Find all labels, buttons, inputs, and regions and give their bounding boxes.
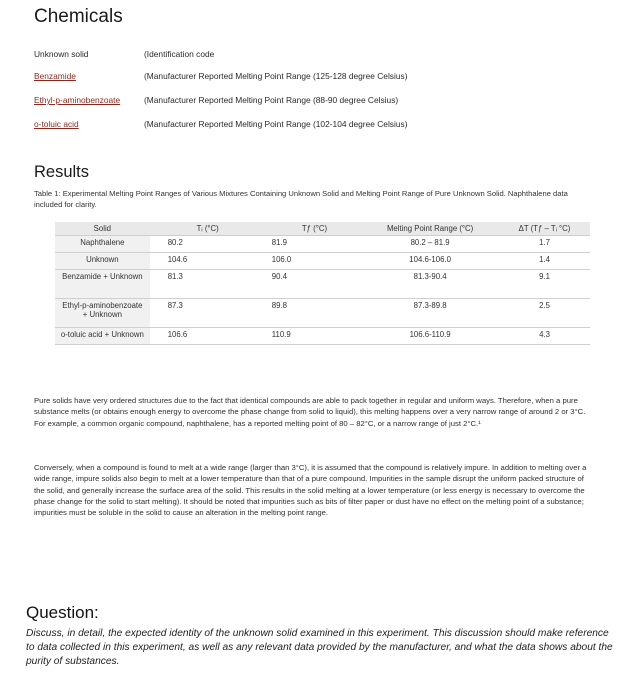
cell-melting-range: 104.6-106.0 bbox=[361, 253, 499, 270]
cell-ti: 106.6 bbox=[150, 328, 252, 345]
cell-delta-t: 1.7 bbox=[499, 236, 590, 253]
cell-solid: Ethyl-p-aminobenzoate + Unknown bbox=[55, 299, 150, 328]
melting-point-table bbox=[55, 222, 590, 345]
header-tf: Tƒ (°C) bbox=[252, 222, 362, 236]
paragraph-impure-solids: Conversely, when a compound is found to melt at a wide range (larger than 3°C), it is assumed that the compound is relatively impure. In addition to melting over a wide range, impure solids also begin to melt at a lower temperature than that of a pure compound. Impurities in the sample disrupt the uniform packed structure of the solid, and generally increase the surface area of the solid. This results in the solid melting at a lower temperature (or less energy is necessary to overcome the phase change for the solid to start melting). It should be noted that impurities such as bits of filter paper or dust have no effect on the melting point of a substance; impurities must be soluble in the solid to cause an alteration in the melting point range. bbox=[34, 463, 587, 518]
chemical-name: Unknown solid bbox=[34, 49, 89, 59]
cell-melting-range: 106.6-110.9 bbox=[361, 328, 499, 345]
table-row bbox=[55, 270, 590, 299]
cell-solid: Benzamide + Unknown bbox=[55, 270, 150, 299]
cell-tf: 81.9 bbox=[252, 236, 362, 253]
chemical-name: Ethyl-p-aminobenzoate bbox=[34, 95, 121, 105]
cell-solid: Naphthalene bbox=[55, 236, 150, 253]
table-header-row bbox=[55, 222, 590, 236]
table-caption: Table 1: Experimental Melting Point Ranges of Various Mixtures Containing Unknown Solid and Melting Point Range of Pure Unknown Solid. Naphthalene data included for clarity. bbox=[34, 189, 568, 209]
cell-tf: 90.4 bbox=[252, 270, 362, 299]
cell-delta-t: 4.3 bbox=[499, 328, 590, 345]
cell-tf: 110.9 bbox=[252, 328, 362, 345]
cell-melting-range: 80.2 – 81.9 bbox=[361, 236, 499, 253]
chemical-desc: (Manufacturer Reported Melting Point Range (125-128 degree Celsius) bbox=[144, 71, 408, 81]
question-heading: Question: bbox=[26, 603, 99, 622]
chemicals-heading: Chemicals bbox=[34, 6, 123, 27]
paragraph-pure-solids: Pure solids have very ordered structures due to the fact that identical compounds are able to pack together in regular and uniform ways. Therefore, when a pure substance melts (or obtains enough energy to overcome the phase change from solid to liquid), this melting happens over a very narrow range of around 2 or 3°C. For example, a common organic compound, naphthalene, has a reported melting point of 80 – 82°C, or a narrow range of just 2°C.¹ bbox=[34, 396, 586, 428]
table-row bbox=[55, 328, 590, 345]
cell-delta-t: 9.1 bbox=[499, 270, 590, 299]
cell-tf: 89.8 bbox=[252, 299, 362, 328]
cell-ti: 87.3 bbox=[150, 299, 252, 328]
table-row bbox=[55, 253, 590, 270]
results-heading: Results bbox=[34, 163, 90, 181]
cell-ti: 80.2 bbox=[150, 236, 252, 253]
cell-delta-t: 1.4 bbox=[499, 253, 590, 270]
question-body: Discuss, in detail, the expected identity of the unknown solid examined in this experiment. This discussion should make reference to data collected in this experiment, as well as any relevant data provided by the manufacturer, and what the data shows about the purity of substances. bbox=[26, 628, 613, 668]
chemical-desc: (Manufacturer Reported Melting Point Range (102-104 degree Celsius) bbox=[144, 119, 408, 129]
cell-ti: 104.6 bbox=[150, 253, 252, 270]
cell-delta-t: 2.5 bbox=[499, 299, 590, 328]
chemical-desc: (Manufacturer Reported Melting Point Range (88-90 degree Celsius) bbox=[144, 95, 399, 105]
cell-solid: Unknown bbox=[55, 253, 150, 270]
header-ti: Tᵢ (°C) bbox=[150, 222, 252, 236]
header-solid: Solid bbox=[55, 222, 150, 236]
cell-melting-range: 87.3-89.8 bbox=[361, 299, 499, 328]
chemical-name: Benzamide bbox=[34, 71, 76, 81]
cell-solid: o-toluic acid + Unknown bbox=[55, 328, 150, 345]
table-row bbox=[55, 299, 590, 328]
cell-tf: 106.0 bbox=[252, 253, 362, 270]
table-row bbox=[55, 236, 590, 253]
chemical-name: o-toluic acid bbox=[34, 119, 79, 129]
header-melting-range: Melting Point Range (°C) bbox=[361, 222, 499, 236]
cell-ti: 81.3 bbox=[150, 270, 252, 299]
header-delta-t: ΔT (Tƒ – Tᵢ °C) bbox=[499, 222, 590, 236]
cell-melting-range: 81.3-90.4 bbox=[361, 270, 499, 299]
chemical-desc: (Identification code bbox=[144, 49, 215, 59]
